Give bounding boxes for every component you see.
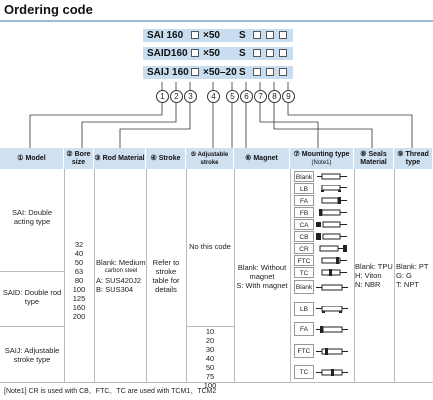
rod-a: A: SUS420J2 <box>96 276 142 285</box>
marker-2: 2 <box>170 90 183 103</box>
column-divider <box>186 169 187 382</box>
model-saij: SAIJ: Adjustable stroke type <box>4 346 60 364</box>
single-clevis-icon <box>316 221 348 228</box>
bore-value: 100 <box>72 285 86 294</box>
rod-b: B: SUS304 <box>96 285 134 294</box>
seal-option: N: NBR <box>355 280 381 289</box>
mount-label: FA <box>294 322 314 336</box>
seals-options <box>355 262 393 289</box>
double-rod-foot-icon <box>316 306 348 313</box>
mounting-note: (Note1) <box>311 159 332 166</box>
bore-value: 160 <box>72 303 86 312</box>
column-divider <box>94 169 95 382</box>
mount-label: FTC <box>294 255 314 266</box>
code-magnet: S <box>239 48 246 59</box>
header-thread: ⑨ Thread type <box>394 148 433 169</box>
mount-label: Blank <box>294 171 314 182</box>
mount-label: TC <box>294 267 314 278</box>
rod-blank: Blank: Medium <box>96 258 146 267</box>
header-seals: ⑧ Seals Material <box>354 148 394 169</box>
column-divider <box>64 169 65 382</box>
mount-label: LB <box>294 183 314 194</box>
column-divider <box>290 169 291 382</box>
code-stroke: ×50–20 <box>203 67 237 78</box>
rod-blank-sub: carbon steel <box>104 268 138 274</box>
marker-9: 9 <box>282 90 295 103</box>
code-model: SAID160 <box>147 48 188 59</box>
code-stroke: ×50 <box>203 30 220 41</box>
header-bore: ② Bore size <box>64 148 94 169</box>
marker-7: 7 <box>254 90 267 103</box>
page-title: Ordering code <box>4 2 93 17</box>
magnet-blank: Blank: Without magnet <box>237 263 287 281</box>
bore-value: 50 <box>74 258 84 267</box>
bore-value: 40 <box>74 249 84 258</box>
adj-value: 100 <box>203 381 217 390</box>
bore-value: 125 <box>72 294 86 303</box>
stroke-info: Refer to stroke table for details <box>152 258 180 294</box>
bore-value: 63 <box>74 267 84 276</box>
double-rod-front-trunnion-icon <box>316 348 348 355</box>
code-stroke: ×50 <box>203 48 220 59</box>
seal-option: Blank: TPU <box>355 262 393 271</box>
cylinder-icon <box>316 173 348 180</box>
mount-label: FA <box>294 195 314 206</box>
bore-value: 80 <box>74 276 84 285</box>
column-divider <box>146 169 147 382</box>
magnet-options <box>235 263 289 290</box>
thread-option: G: G <box>396 271 412 280</box>
double-rod-trunnion-icon <box>316 369 348 376</box>
code-magnet: S <box>239 67 246 78</box>
column-divider <box>394 169 395 382</box>
code-model: SAIJ 160 <box>147 67 189 78</box>
double-clevis-icon <box>316 233 348 240</box>
seal-option: H: Viton <box>355 271 382 280</box>
row-divider <box>0 326 64 327</box>
marker-6: 6 <box>240 90 253 103</box>
mount-label: FB <box>294 207 314 218</box>
adj-list <box>188 327 232 390</box>
marker-8: 8 <box>268 90 281 103</box>
marker-1: 1 <box>156 90 169 103</box>
bore-list <box>66 240 92 321</box>
adj-value: 75 <box>205 372 215 381</box>
mount-label: Blank <box>294 280 314 294</box>
header-magnet: ⑥ Magnet <box>234 148 290 169</box>
bore-value: 32 <box>74 240 84 249</box>
header-rod: ③ Rod Material <box>94 148 146 169</box>
mount-label: CA <box>294 219 314 230</box>
marker-3: 3 <box>184 90 197 103</box>
code-magnet: S <box>239 30 246 41</box>
mount-label: CR <box>294 243 314 254</box>
rod-material <box>96 258 146 294</box>
marker-4: 4 <box>207 90 220 103</box>
mount-label: TC <box>294 365 314 379</box>
mount-label: LB <box>294 302 314 316</box>
model-sai: SAI: Double acting type <box>11 208 53 226</box>
code-model: SAI 160 <box>147 30 184 41</box>
mount-label: FTC <box>294 344 314 358</box>
thread-options <box>396 262 432 289</box>
header-model: ① Model <box>0 148 64 169</box>
mount-label: CB <box>294 231 314 242</box>
adj-none: No this code <box>189 242 231 251</box>
magnet-s: S: With magnet <box>236 281 288 290</box>
adj-value: 50 <box>205 363 215 372</box>
thread-option: Blank: PT <box>396 262 429 271</box>
adj-value: 40 <box>205 354 215 363</box>
rear-flange-icon <box>316 209 348 216</box>
adj-value: 10 <box>205 327 215 336</box>
adj-value: 20 <box>205 336 215 345</box>
thread-option: T: NPT <box>396 280 419 289</box>
trunnion-icon <box>316 269 348 276</box>
header-mounting: ⑦ Mounting type (Note1) <box>290 148 354 169</box>
front-flange-icon <box>316 197 348 204</box>
header-adjustable: ⑤ Adjustable stroke <box>186 148 234 169</box>
marker-5: 5 <box>226 90 239 103</box>
row-divider <box>0 271 64 272</box>
double-rod-flange-icon <box>316 326 348 333</box>
front-trunnion-icon <box>316 257 348 264</box>
model-said: SAID: Double rod type <box>2 288 62 306</box>
bore-value: 200 <box>72 312 86 321</box>
footnote: [Note1] CR is used with CB、FTC、TC are used with TCM1、TCM2 <box>4 388 217 395</box>
adj-value: 30 <box>205 345 215 354</box>
double-rod-icon <box>316 284 348 291</box>
header-stroke: ④ Stroke <box>146 148 186 169</box>
foot-mount-icon <box>316 185 348 192</box>
clevis-bracket-icon <box>316 245 348 252</box>
connector-lines <box>0 0 433 160</box>
